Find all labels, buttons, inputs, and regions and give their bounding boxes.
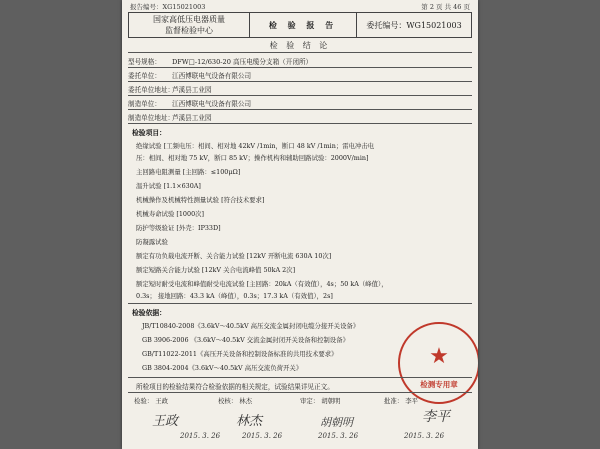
info-client: 委托单位： 江西博联电气设备有限公司 xyxy=(128,72,252,80)
test-item: 机械寿命试验 [1000次] xyxy=(136,210,205,218)
test-basis-title: 检验依据： xyxy=(132,309,166,317)
issuing-organization xyxy=(129,13,250,38)
signature-approver: 批准： 李平 xyxy=(384,397,418,405)
test-item: 压：相间、相对地 75 kV，断口 85 kV；操作机构和辅助回路试验：2000V/min] xyxy=(136,154,369,162)
standard-item: GB 3804-2004《3.6kV～40.5kV 高压交流负荷开关》 xyxy=(142,364,303,372)
report-header-table xyxy=(128,12,472,38)
handwritten-signature-2: 林杰 xyxy=(236,414,263,429)
test-item: 额定短时耐受电流和峰值耐受电流试验 [主回路：20kA（有效值），4s；50 kA（峰值）， xyxy=(136,280,388,288)
report-page xyxy=(122,0,478,449)
conclusion-title: 检 验 结 论 xyxy=(269,41,331,50)
handwritten-date-1: 2015. 3. 26 xyxy=(180,432,221,440)
org-line-1: 国家高低压电器质量 xyxy=(153,15,225,24)
report-title: 检 验 报 告 xyxy=(250,13,357,38)
test-item: 额定有功负载电流开断、关合能力试验 [12kV 开断电流 630A 10次] xyxy=(136,252,332,260)
commission-number-value: WG15021003 xyxy=(406,20,462,30)
conclusion-text: 所检项目的检验结果符合检验依据的相关规定，试验结果详见正文。 xyxy=(136,383,334,391)
stamp-text: 检测专用章 xyxy=(420,380,458,389)
standard-item: JB/T10840-2008《3.6kV～40.5kV 高压交流金属封闭电缆分接开关设备》 xyxy=(142,322,360,330)
test-item: 额定短路关合能力试验 [12kV 关合电流峰值 50kA 2次] xyxy=(136,266,296,274)
handwritten-signature-4: 李平 xyxy=(422,409,450,425)
test-item: 温升试验 [1.1×630A] xyxy=(136,182,201,190)
standard-item: GB 3906-2006 《3.6kV～40.5kV 交流金属封闭开关设备和控制设备》 xyxy=(142,336,349,344)
handwritten-date-4: 2015. 3. 26 xyxy=(404,432,445,440)
signature-tester: 检验： 王政 xyxy=(134,397,168,405)
info-manufacturer-address: 制造单位地址：芦溪县工业园 xyxy=(128,114,212,122)
standard-item: GB/T11022-2011《高压开关设备和控制设备标准的共用技术要求》 xyxy=(142,350,338,358)
test-item: 防护等级验证 [外壳：IP33D] xyxy=(136,224,221,232)
star-icon: ★ xyxy=(429,344,449,369)
signature-reviewer: 审定： 胡朝明 xyxy=(300,397,341,405)
signature-checker: 校核： 林杰 xyxy=(218,397,252,405)
test-item: 绝缘试验 [工频电压：相间、相对地 42kV /1min，断口 48 kV /1min；雷电冲击电 xyxy=(136,142,375,150)
org-line-2: 监督检验中心 xyxy=(165,26,213,35)
commission-number xyxy=(357,13,472,38)
test-item: 0.3s； 接地回路：43.3 kA（峰值），0.3s；17.3 kA（有效值），2s] xyxy=(136,292,333,300)
test-item: 防凝露试验 xyxy=(136,238,168,246)
page-number: 第 2 页 共 46 页 xyxy=(421,3,470,11)
info-manufacturer: 制造单位： 江西博联电气设备有限公司 xyxy=(128,100,252,108)
test-item: 主回路电阻测量 [主回路：≤100μΩ] xyxy=(136,168,241,176)
handwritten-signature-1: 王政 xyxy=(152,414,179,429)
test-items-title: 检验项目： xyxy=(132,129,166,137)
handwritten-signature-3: 胡朝明 xyxy=(320,416,353,429)
handwritten-date-2: 2015. 3. 26 xyxy=(242,432,283,440)
report-number: 报告编号：XG15021003 xyxy=(130,3,206,11)
info-client-address: 委托单位地址：芦溪县工业园 xyxy=(128,86,212,94)
test-item: 机械操作及机械特性测量试验 [符合技术要求] xyxy=(136,196,265,204)
info-model: 型号规格： DFW□-12/630-20 高压电缆分支箱（开闭所） xyxy=(128,58,313,66)
handwritten-date-3: 2015. 3. 26 xyxy=(318,432,359,440)
commission-number-label: 委托编号： xyxy=(366,20,407,30)
